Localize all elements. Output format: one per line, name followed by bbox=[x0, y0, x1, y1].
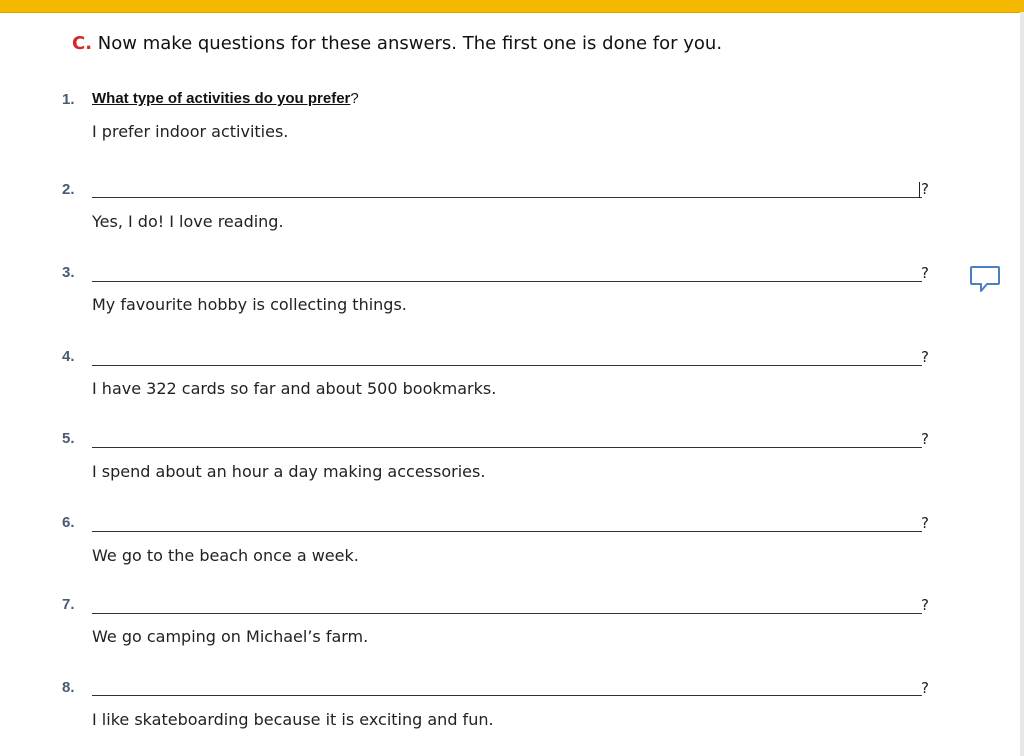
top-accent-bar bbox=[0, 0, 1024, 13]
item-number-4: 4. bbox=[62, 348, 75, 365]
comment-icon[interactable] bbox=[969, 265, 1001, 293]
question-input-3[interactable] bbox=[92, 281, 922, 282]
answer-1: I prefer indoor activities. bbox=[92, 122, 289, 141]
question-input-6[interactable] bbox=[92, 531, 922, 532]
answer-8: I like skateboarding because it is exciting and fun. bbox=[92, 710, 494, 729]
item-number-3: 3. bbox=[62, 264, 75, 281]
answer-2: Yes, I do! I love reading. bbox=[92, 212, 284, 231]
example-question-text: What type of activities do you prefer bbox=[92, 90, 351, 107]
exercise-instruction bbox=[72, 33, 722, 54]
question-input-2[interactable] bbox=[92, 197, 922, 198]
answer-4: I have 322 cards so far and about 500 bookmarks. bbox=[92, 379, 497, 398]
page-edge bbox=[1020, 12, 1024, 756]
item-number-6: 6. bbox=[62, 514, 75, 531]
example-question-mark: ? bbox=[350, 90, 359, 107]
answer-5: I spend about an hour a day making accessories. bbox=[92, 462, 486, 481]
question-mark-8: ? bbox=[921, 679, 929, 697]
question-mark-3: ? bbox=[921, 264, 929, 282]
question-input-8[interactable] bbox=[92, 695, 922, 696]
question-mark-4: ? bbox=[921, 348, 929, 366]
text-cursor bbox=[919, 182, 920, 198]
answer-6: We go to the beach once a week. bbox=[92, 546, 359, 565]
instruction-text: Now make questions for these answers. The first one is done for you. bbox=[97, 33, 723, 54]
example-question bbox=[92, 90, 359, 107]
question-mark-5: ? bbox=[921, 430, 929, 448]
item-number-8: 8. bbox=[62, 679, 75, 696]
question-input-5[interactable] bbox=[92, 447, 922, 448]
answer-3: My favourite hobby is collecting things. bbox=[92, 295, 407, 314]
item-number-1: 1. bbox=[62, 91, 75, 108]
item-number-5: 5. bbox=[62, 430, 75, 447]
item-number-2: 2. bbox=[62, 181, 75, 198]
question-input-7[interactable] bbox=[92, 613, 922, 614]
answer-7: We go camping on Michael’s farm. bbox=[92, 627, 369, 646]
exercise-letter: C. bbox=[72, 33, 93, 54]
question-input-4[interactable] bbox=[92, 365, 922, 366]
item-number-7: 7. bbox=[62, 596, 75, 613]
question-mark-6: ? bbox=[921, 514, 929, 532]
comment-icon-graphic bbox=[969, 265, 1001, 293]
question-mark-7: ? bbox=[921, 596, 929, 614]
question-mark-2: ? bbox=[921, 180, 929, 198]
